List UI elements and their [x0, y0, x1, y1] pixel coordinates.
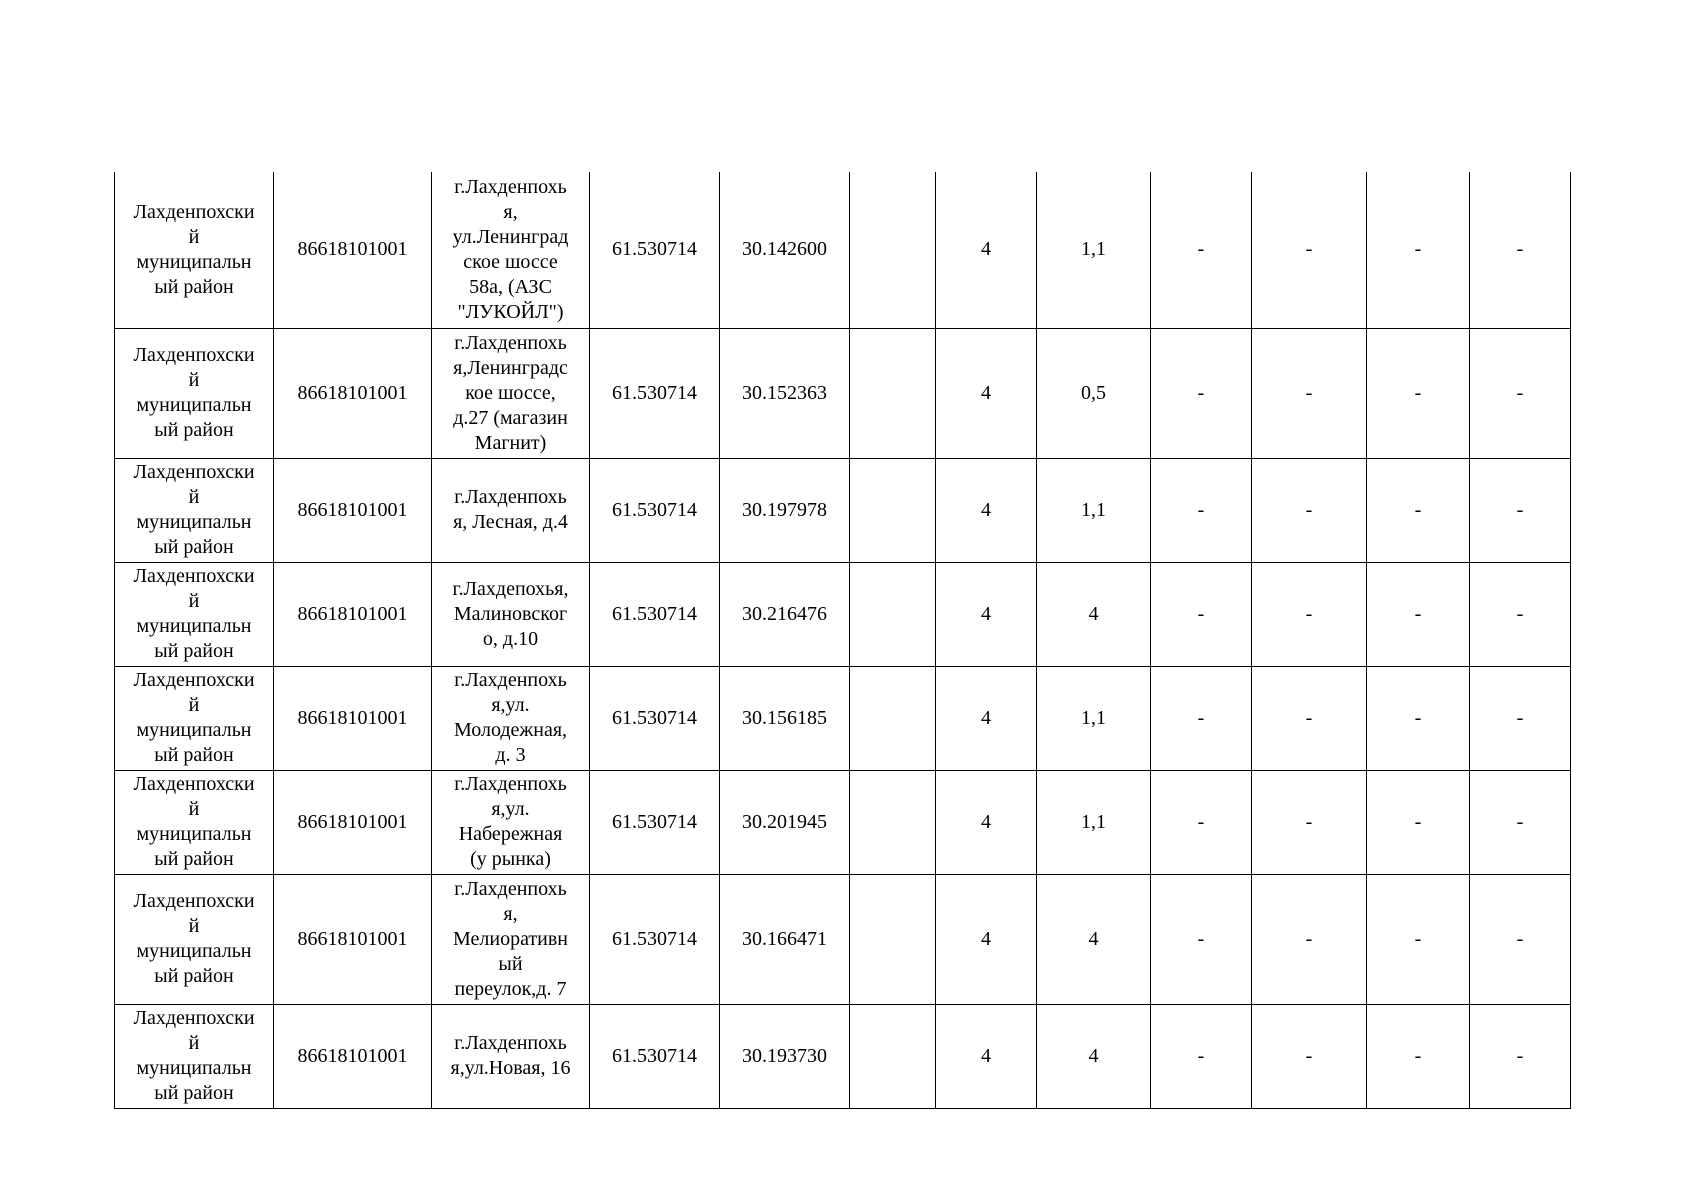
cell-text-line: Лахденпохски	[133, 200, 255, 223]
dash-cell: -	[1252, 1004, 1367, 1108]
cell-text-line: Набережная	[458, 823, 563, 845]
cell-text-line: г.Лахденпохь	[454, 331, 567, 354]
empty-cell	[850, 874, 936, 1004]
cell-text-line: муниципальн	[136, 1057, 252, 1079]
longitude-cell: 30.216476	[720, 562, 850, 666]
oktmo-cell: 86618101001	[274, 666, 432, 770]
district-cell	[115, 666, 274, 770]
table-row	[115, 458, 1571, 562]
address-cell	[432, 562, 590, 666]
dash-cell: -	[1367, 172, 1470, 328]
table-row	[115, 562, 1571, 666]
cell-text-line: г.Лахденпохь	[454, 1032, 567, 1054]
oktmo-cell: 86618101001	[274, 458, 432, 562]
empty-cell	[850, 172, 936, 328]
dash-cell: -	[1367, 562, 1470, 666]
dash-cell: -	[1470, 172, 1571, 328]
oktmo-cell: 86618101001	[274, 328, 432, 458]
latitude-cell: 61.530714	[590, 562, 720, 666]
longitude-cell: 30.197978	[720, 458, 850, 562]
cell-text-line: й	[188, 369, 200, 391]
dash-cell: -	[1151, 562, 1252, 666]
cell-text-line: я,ул.	[491, 694, 530, 716]
cell-text-line: ый район	[154, 536, 234, 558]
cell-text-line: г.Лахденпохь	[454, 669, 567, 691]
cell-text-line: муниципальн	[136, 719, 252, 741]
cell-text-line: й	[188, 486, 200, 508]
value-cell: 4	[936, 172, 1037, 328]
address-cell	[432, 1004, 590, 1108]
cell-text-line: ый район	[154, 744, 234, 766]
value-cell: 4	[936, 328, 1037, 458]
value-cell: 4	[936, 666, 1037, 770]
cell-text-line: ское шоссе	[463, 250, 558, 273]
oktmo-cell: 86618101001	[274, 874, 432, 1004]
address-cell	[432, 874, 590, 1004]
dash-cell: -	[1367, 666, 1470, 770]
dash-cell: -	[1252, 770, 1367, 874]
cell-text-line: г.Лахденпохь	[454, 773, 567, 795]
dash-cell: -	[1252, 874, 1367, 1004]
longitude-cell: 30.201945	[720, 770, 850, 874]
cell-text-line: муниципальн	[136, 511, 252, 533]
empty-cell	[850, 562, 936, 666]
cell-text-line: муниципальн	[136, 250, 252, 273]
empty-cell	[850, 770, 936, 874]
address-cell	[432, 328, 590, 458]
dash-cell: -	[1151, 458, 1252, 562]
value-cell: 4	[1037, 562, 1151, 666]
dash-cell: -	[1470, 562, 1571, 666]
cell-text-line: ый район	[154, 419, 234, 441]
latitude-cell: 61.530714	[590, 666, 720, 770]
cell-text-line: я,Ленинградс	[453, 356, 568, 379]
value-cell: 4	[1037, 1004, 1151, 1108]
cell-text-line: Лахденпохски	[133, 669, 255, 691]
longitude-cell: 30.152363	[720, 328, 850, 458]
latitude-cell: 61.530714	[590, 458, 720, 562]
cell-text-line: ый район	[154, 640, 234, 662]
data-table	[114, 172, 1571, 1109]
dash-cell: -	[1252, 172, 1367, 328]
table-row	[115, 666, 1571, 770]
table-body	[115, 172, 1571, 1108]
cell-text-line: 58а, (АЗС	[469, 275, 552, 298]
cell-text-line: Малиновског	[453, 602, 568, 625]
address-cell	[432, 458, 590, 562]
address-cell	[432, 172, 590, 328]
dash-cell: -	[1151, 874, 1252, 1004]
table-row	[115, 328, 1571, 458]
dash-cell: -	[1252, 562, 1367, 666]
latitude-cell: 61.530714	[590, 770, 720, 874]
value-cell: 4	[936, 1004, 1037, 1108]
cell-text-line: Лахденпохски	[133, 565, 255, 587]
cell-text-line: ый район	[154, 965, 234, 987]
cell-text-line: переулок,д. 7	[454, 977, 567, 1000]
dash-cell: -	[1151, 1004, 1252, 1108]
longitude-cell: 30.166471	[720, 874, 850, 1004]
dash-cell: -	[1367, 874, 1470, 1004]
value-cell: 4	[936, 770, 1037, 874]
address-cell	[432, 666, 590, 770]
dash-cell: -	[1470, 770, 1571, 874]
cell-text-line: кое шоссе,	[465, 381, 556, 404]
longitude-cell: 30.193730	[720, 1004, 850, 1108]
document-page	[114, 172, 1571, 1109]
district-cell	[115, 172, 274, 328]
empty-cell	[850, 328, 936, 458]
district-cell	[115, 874, 274, 1004]
dash-cell: -	[1151, 666, 1252, 770]
table-row	[115, 770, 1571, 874]
dash-cell: -	[1367, 1004, 1470, 1108]
cell-text-line: Лахденпохски	[133, 461, 255, 483]
dash-cell: -	[1252, 458, 1367, 562]
cell-text-line: й	[188, 798, 200, 820]
oktmo-cell: 86618101001	[274, 562, 432, 666]
cell-text-line: я,	[503, 200, 518, 223]
cell-text-line: муниципальн	[136, 823, 252, 845]
cell-text-line: я,ул.	[491, 798, 530, 820]
cell-text-line: д.27 (магазин	[453, 406, 568, 429]
empty-cell	[850, 1004, 936, 1108]
cell-text-line: д. 3	[495, 744, 526, 766]
value-cell: 1,1	[1037, 666, 1151, 770]
oktmo-cell: 86618101001	[274, 172, 432, 328]
district-cell	[115, 562, 274, 666]
cell-text-line: Лахденпохски	[133, 1007, 255, 1029]
oktmo-cell: 86618101001	[274, 770, 432, 874]
cell-text-line: й	[188, 1032, 200, 1054]
cell-text-line: ый район	[154, 1082, 234, 1104]
value-cell: 1,1	[1037, 458, 1151, 562]
cell-text-line: г.Лахденпохь	[454, 877, 567, 900]
dash-cell: -	[1367, 328, 1470, 458]
cell-text-line: Лахденпохски	[133, 890, 255, 912]
value-cell: 4	[936, 458, 1037, 562]
cell-text-line: ул.Ленинград	[452, 225, 569, 248]
dash-cell: -	[1470, 1004, 1571, 1108]
cell-text-line: й	[188, 915, 200, 937]
cell-text-line: (у рынка)	[470, 848, 551, 870]
dash-cell: -	[1151, 172, 1252, 328]
cell-text-line: ый район	[154, 848, 234, 870]
latitude-cell: 61.530714	[590, 1004, 720, 1108]
cell-text-line: Магнит)	[474, 431, 547, 454]
cell-text-line: Лахденпохски	[133, 773, 255, 795]
cell-text-line: Мелиоративн	[452, 927, 569, 950]
dash-cell: -	[1470, 328, 1571, 458]
latitude-cell: 61.530714	[590, 874, 720, 1004]
latitude-cell: 61.530714	[590, 328, 720, 458]
dash-cell: -	[1470, 874, 1571, 1004]
cell-text-line: муниципальн	[136, 615, 252, 637]
dash-cell: -	[1252, 666, 1367, 770]
dash-cell: -	[1367, 458, 1470, 562]
cell-text-line: муниципальн	[136, 394, 252, 416]
cell-text-line: г.Лахдепохья,	[452, 577, 569, 600]
cell-text-line: ый	[498, 952, 523, 975]
empty-cell	[850, 458, 936, 562]
cell-text-line: муниципальн	[136, 940, 252, 962]
cell-text-line: й	[188, 225, 200, 248]
value-cell: 4	[936, 562, 1037, 666]
dash-cell: -	[1151, 770, 1252, 874]
cell-text-line: "ЛУКОЙЛ")	[457, 300, 564, 323]
district-cell	[115, 1004, 274, 1108]
longitude-cell: 30.142600	[720, 172, 850, 328]
cell-text-line: г.Лахденпохь	[454, 486, 567, 508]
cell-text-line: я,	[503, 902, 518, 925]
table-row	[115, 1004, 1571, 1108]
cell-text-line: я, Лесная, д.4	[453, 511, 568, 533]
oktmo-cell: 86618101001	[274, 1004, 432, 1108]
value-cell: 0,5	[1037, 328, 1151, 458]
value-cell: 4	[1037, 874, 1151, 1004]
dash-cell: -	[1252, 328, 1367, 458]
longitude-cell: 30.156185	[720, 666, 850, 770]
cell-text-line: й	[188, 694, 200, 716]
latitude-cell: 61.530714	[590, 172, 720, 328]
empty-cell	[850, 666, 936, 770]
cell-text-line: ый район	[154, 275, 234, 298]
cell-text-line: й	[188, 590, 200, 612]
district-cell	[115, 328, 274, 458]
cell-text-line: г.Лахденпохь	[454, 175, 567, 198]
dash-cell: -	[1151, 328, 1252, 458]
district-cell	[115, 458, 274, 562]
dash-cell: -	[1470, 666, 1571, 770]
value-cell: 4	[936, 874, 1037, 1004]
cell-text-line: я,ул.Новая, 16	[450, 1057, 571, 1079]
cell-text-line: Молодежная,	[453, 719, 568, 741]
table-row	[115, 172, 1571, 328]
dash-cell: -	[1470, 458, 1571, 562]
value-cell: 1,1	[1037, 172, 1151, 328]
table-row	[115, 874, 1571, 1004]
cell-text-line: Лахденпохски	[133, 344, 255, 366]
dash-cell: -	[1367, 770, 1470, 874]
district-cell	[115, 770, 274, 874]
value-cell: 1,1	[1037, 770, 1151, 874]
cell-text-line: о, д.10	[482, 627, 539, 650]
address-cell	[432, 770, 590, 874]
